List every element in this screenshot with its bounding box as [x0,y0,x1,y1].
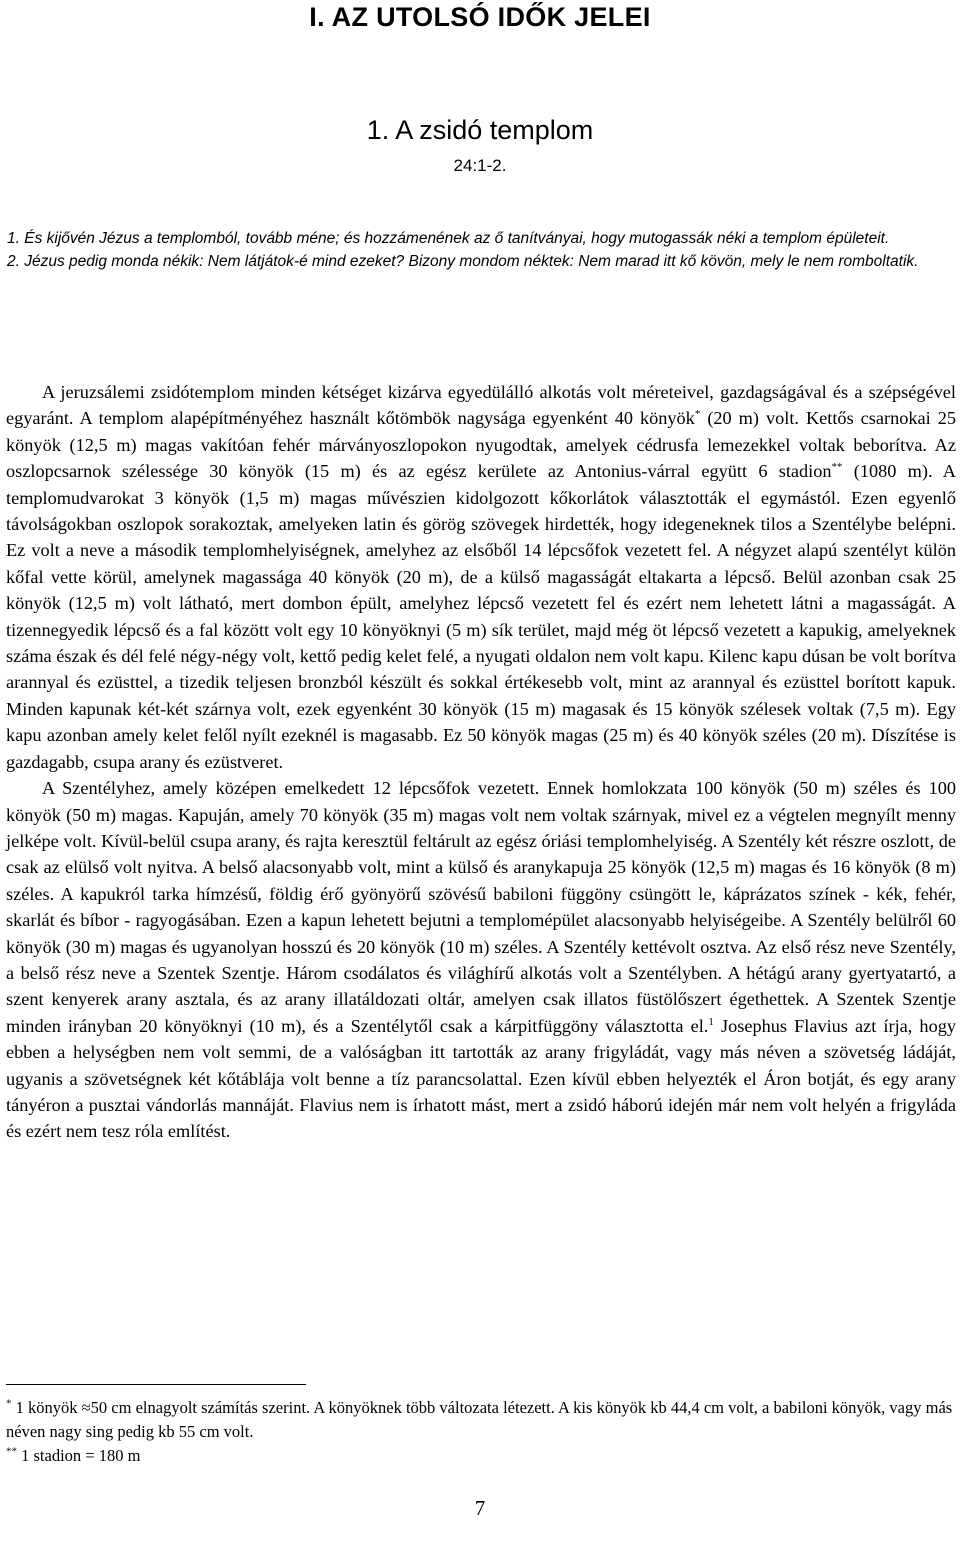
footnotes [6,1396,956,1468]
paragraph-2-part-2: Josephus Flavius azt írja, hogy ebben a helységben nem volt semmi, de a valóságban itt tartották az arany frigyládát, vagy más néven a szövetség ládáját, ugyanis a szövetségnek két kőtáblája volt benne a tíz parancsolattal. Ezen kívül ebben helyezték el Áron botját, és egy arany tányéron a pusztai vándorlás mannáját. Flavius nem is írhatott mást, mert a zsidó háború idején már nem volt helyén a frigyláda és ezért nem tesz róla említést. [6,1015,956,1142]
verse-1: 1. És kijővén Jézus a templomból, tovább méne; és hozzámenének az ő tanítványai, hogy mutogassák néki a templom épületeit. [7,230,890,247]
paragraph-1-part-2: (20 m) volt. Kettős csarnokai 25 könyök (12,5 m) magas vakítóan fehér márványoszlopokon nyugodtak, amelyek cédrusfa lemezekkel voltak beborítva. Az oszlopcsarnok szélessége 30 könyök (15 m) és az egész kerülete az Antonius-várral együtt 6 stadion [6,408,956,482]
paragraph-2 [6,775,956,1145]
footnote-2-marker: ** [6,1445,17,1458]
scripture-reference: 24:1-2. [453,156,507,175]
footnote-1-marker: * [6,1397,12,1410]
footnote-divider [6,1384,306,1385]
page-number: 7 [474,1496,486,1520]
paragraph-1-part-3: (1080 m). A templomudvarokat 3 könyök (1,5 m) magas művészien kidolgozott kőkorlátok választották el egymástól. Ezen egyenlő távolságokban oszlopok sorakoztak, amelyeken latin és görög szövegek hirdették, hogy idegeneknek tilos a Szentélybe belépni. Ez volt a neve a második templomhelyiségnek, amelyhez az elsőből 14 lépcsőfok vezetett fel. A négyzet alapú szentélyt külön kőfal vette körül, amelynek magassága 40 könyök (20 m), de a külső magasságát eltakarta a lépcső. Belül azonban csak 25 könyök (12,5 m) volt látható, mert dombon épült, amelyhez lépcső vezetett fel és ezért nem lehetett látni a magasságát. A tizennegyedik lépcső és a fal között volt egy 10 könyöknyi (5 m) sík terület, majd még öt lépcső vezetett a kapukig, amelyeknek száma észak és dél felé négy-négy volt, kettő pedig kelet felé, a nyugati oldalon nem volt kapu. Kilenc kapu dúsan be volt borítva arannyal és ezüsttel, a tizedik teljesen bronzból készült és sokkal értékesebb volt, mint az arannyal és ezüsttel borított kapuk. Minden kapunak két-két szárnya volt, ezek egyenként 30 könyök (15 m) magasak és 15 könyök szélesek voltak (7,5 m). Egy kapu azonban amely kelet felől nyílt ezeknél is magasabb. Ez 50 könyök magas (25 m) és 40 könyök széles (20 m). Díszítése is gazdagabb, csupa arany és ezüstveret. [6,461,956,772]
footnote-2-text: 1 stadion = 180 m [17,1446,141,1465]
section-title: 1. A zsidó templom [366,115,594,145]
footnote-2 [6,1444,956,1468]
paragraph-1-part-1: A jeruzsálemi zsidótemplom minden kétséget kizárva egyedülálló alkotás volt méreteivel, gazdagságával és a szépségével egyaránt. A templom alapépítményéhez használt kőtömbök nagysága egyenként 40 könyök [6,382,956,429]
paragraph-2-part-1: A Szentélyhez, amely középen emelkedett 12 lépcsőfok vezetett. Ennek homlokzata 100 könyök (50 m) széles és 100 könyök (50 m) magas. Kapuján, amely 70 könyök (35 m) magas volt nem voltak szárnyak, mivel ez a végtelen megnyílt menny jelképe volt. Kívül-belül csupa arany, és rajta keresztül feltárult az egész óriási templomhelyiség. A Szentély két részre oszlott, de csak az elülső volt nyitva. A belső alacsonyabb volt, mint a külső és aranykapuja 25 könyök (12,5 m) magas és 16 könyök (8 m) széles. A kapukról tarka hímzésű, földig érő gyönyörű szövésű babiloni függöny csüngött le, káprázatos színek - kék, fehér, skarlát és bíbor - ragyogásában. Ezen a kapun lehetett bejutni a templomépület alacsonyabb helyiségeibe. A Szentély belülről 60 könyök (30 m) magas és ugyanolyan hosszú és 20 könyök (10 m) széles. A Szentély kettévolt osztva. Az első rész neve Szentély, a belső rész neve a Szentek Szentje. Három csodálatos és világhírű alkotás volt a Szentélyben. A hétágú arany gyertyatartó, a szent kenyerek arany asztala, és az arany illatáldozati oltár, amelyen csak illatos füstölőszert égethettek. A Szentek Szentje minden irányban 20 könyöknyi (10 m), és a Szentélytől csak a kárpitfüggöny választotta el. [6,778,956,1036]
chapter-title: I. AZ UTOLSÓ IDŐK JELEI [309,2,651,32]
footnote-marker-2: ** [831,461,843,474]
verse-2: 2. Jézus pedig monda nékik: Nem látjátok-é mind ezeket? Bizony mondom néktek: Nem marad itt kő kövön, mely le nem romboltatik. [7,253,919,270]
footnote-1 [6,1396,956,1444]
scripture-verses [7,227,953,273]
footnote-marker-3: 1 [708,1015,714,1028]
paragraph-1 [6,379,956,775]
footnote-marker-1: * [694,408,701,421]
body-text [6,379,956,1145]
footnote-1-text: 1 könyök ≈50 cm elnagyolt számítás szerint. A könyöknek több változata létezett. A kis könyök kb 44,4 cm volt, a babiloni könyök, vagy más néven nagy sing pedig kb 55 cm volt. [6,1398,953,1441]
